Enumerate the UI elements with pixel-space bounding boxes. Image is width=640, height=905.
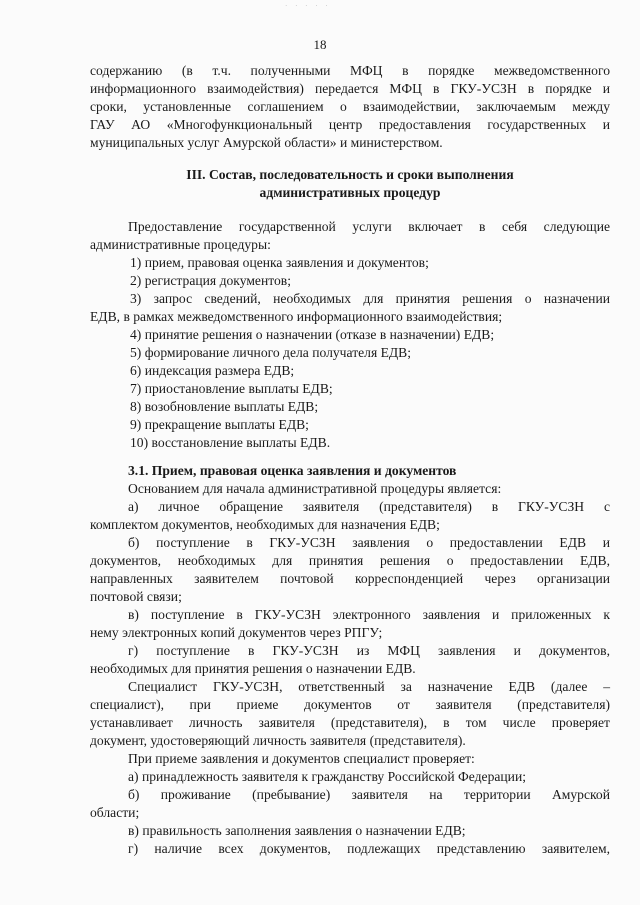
list-item: 10) восстановление выплаты ЕДВ. (130, 435, 331, 450)
list-item: 8) возобновление выплаты ЕДВ; (130, 399, 319, 414)
text-line: ГАУ АО «Многофункциональный центр предоставления государственных и (90, 117, 610, 132)
text-line: нему электронных копий документов через РПГУ; (90, 625, 383, 640)
text-line: При приеме заявления и документов специалист проверяет: (128, 751, 475, 766)
text-line: документ, удостоверяющий личность заявителя (представителя). (90, 733, 466, 748)
text-line: административные процедуры: (90, 237, 271, 252)
text-line: области; (90, 805, 140, 820)
list-item: 3) запрос сведений, необходимых для принятия решения о назначении (130, 291, 610, 306)
list-item: 2) регистрация документов; (130, 273, 291, 288)
specialist-paragraph (90, 678, 610, 750)
list-item: в) правильность заполнения заявления о назначении ЕДВ; (128, 823, 466, 838)
list-item: а) личное обращение заявителя (представителя) в ГКУ-УСЗН с (128, 499, 610, 514)
text-line: сроки, установленные соглашением о взаимодействии, заключаемым между (90, 99, 610, 114)
section-heading (90, 166, 610, 202)
subsection-heading: 3.1. Прием, правовая оценка заявления и документов (128, 463, 457, 478)
page-number: 18 (313, 37, 327, 52)
text-line: направленных заявителем почтовой корреспонденцией через организации (90, 571, 610, 586)
list-item: 9) прекращение выплаты ЕДВ; (130, 417, 309, 432)
text-line: устанавливает личность заявителя (представителя), в том числе проверяет (90, 715, 610, 730)
text-line: содержанию (в т.ч. полученными МФЦ в порядке межведомственного (90, 63, 610, 78)
intro-paragraph (90, 218, 610, 254)
checks-paragraph (90, 750, 610, 858)
procedures-list (90, 254, 610, 452)
list-item: в) поступление в ГКУ-УСЗН электронного заявления и приложенных к (128, 607, 610, 622)
list-item: 4) принятие решения о назначении (отказе в назначении) ЕДВ; (130, 327, 495, 342)
list-item-continuation: ЕДВ, в рамках межведомственного информационного взаимодействия; (90, 309, 503, 324)
text-line: почтовой связи; (90, 589, 182, 604)
heading-line: III. Состав, последовательность и сроки выполнения (186, 167, 514, 182)
text-line: Предоставление государственной услуги включает в себя следующие (128, 219, 610, 234)
text-line: информационного взаимодействия) передается МФЦ в ГКУ-УСЗН в порядке и (90, 81, 610, 96)
text-line: Основанием для начала административной процедуры является: (128, 481, 502, 496)
list-item: 1) прием, правовая оценка заявления и документов; (130, 255, 429, 270)
text-line: комплектом документов, необходимых для назначения ЕДВ; (90, 517, 440, 532)
text-line: документов, необходимых для принятия решения о предоставлении ЕДВ, (90, 553, 610, 568)
list-item: б) поступление в ГКУ-УСЗН заявления о предоставлении ЕДВ и (128, 535, 610, 550)
list-item: 5) формирование личного дела получателя ЕДВ; (130, 345, 412, 360)
text-line: муниципальных услуг Амурской области» и министерством. (90, 135, 443, 150)
list-item: г) поступление в ГКУ-УСЗН из МФЦ заявления и документов, (128, 643, 610, 658)
grounds-paragraph (90, 480, 610, 678)
text-line: необходимых для принятия решения о назначении ЕДВ. (90, 661, 416, 676)
list-item: 7) приостановление выплаты ЕДВ; (130, 381, 333, 396)
list-item: б) проживание (пребывание) заявителя на территории Амурской (128, 787, 610, 802)
list-item: 6) индексация размера ЕДВ; (130, 363, 295, 378)
list-item: а) принадлежность заявителя к гражданству Российской Федерации; (128, 769, 526, 784)
heading-line: административных процедур (259, 185, 441, 200)
list-item: г) наличие всех документов, подлежащих представлению заявителем, (128, 841, 610, 856)
top-paragraph (90, 62, 610, 152)
scan-artifact: · · · · · (285, 2, 331, 10)
text-line: Специалист ГКУ-УСЗН, ответственный за назначение ЕДВ (далее – (128, 679, 610, 694)
text-line: специалист), при приеме документов от заявителя (представителя) (90, 697, 610, 712)
